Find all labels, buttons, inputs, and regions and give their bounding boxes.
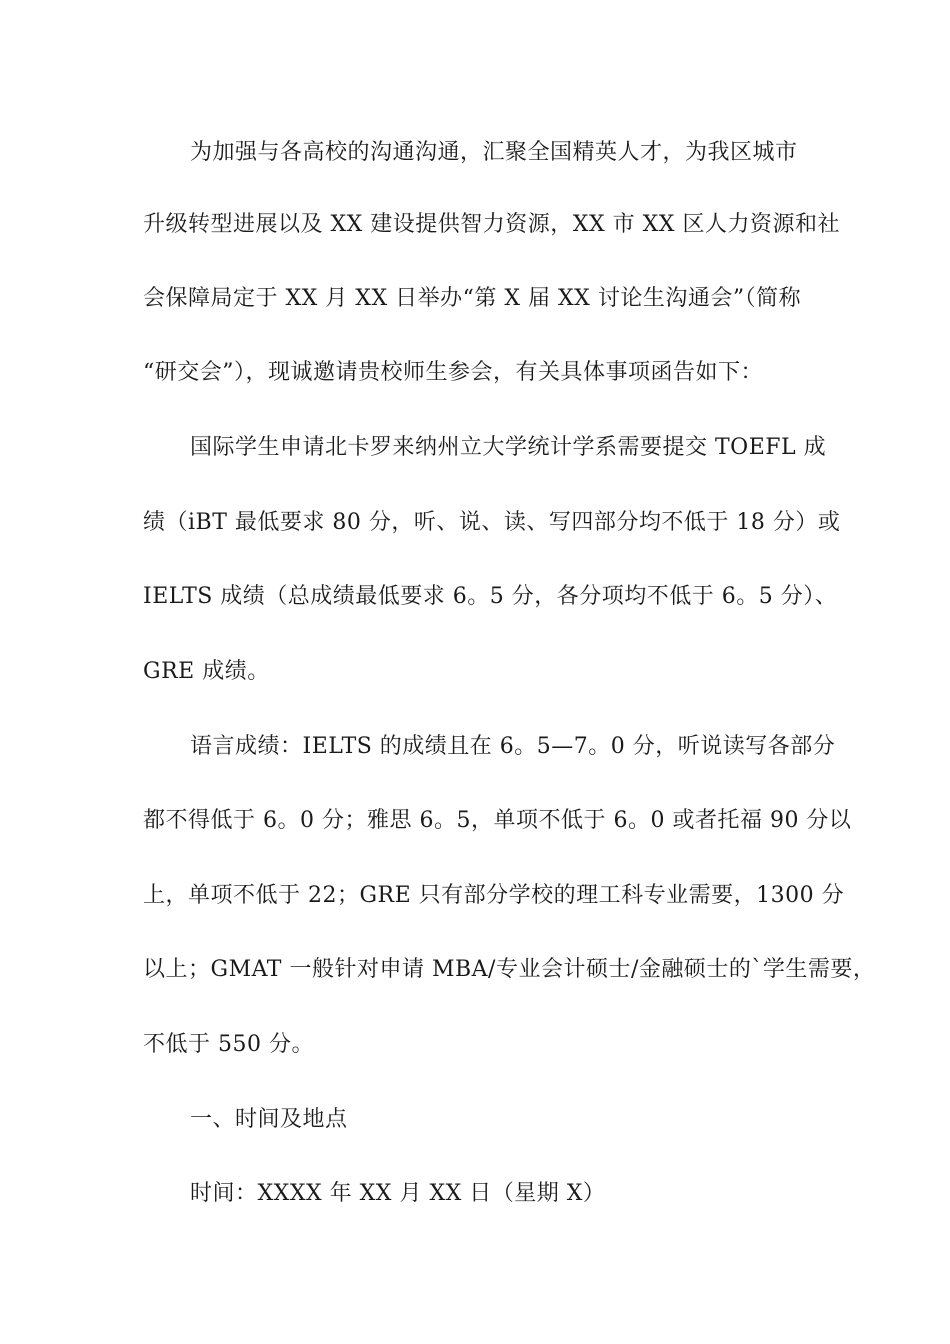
paragraph-3-line-2: 都不得低于 6。0 分；雅思 6。5，单项不低于 6。0 或者托福 90 分以 xyxy=(143,808,852,833)
paragraph-2-line-2: 绩（iBT 最低要求 80 分，听、说、读、写四部分均不低于 18 分）或 xyxy=(143,510,841,535)
paragraph-2-line-3: IELTS 成绩（总成绩最低要求 6。5 分，各分项均不低于 6。5 分）、 xyxy=(143,584,838,609)
paragraph-3-line-1: 语言成绩：IELTS 的成绩且在 6。5—7。0 分，听说读写各部分 xyxy=(190,734,836,759)
paragraph-2-line-4: GRE 成绩。 xyxy=(143,659,270,684)
paragraph-2-line-1: 国际学生申请北卡罗来纳州立大学统计学系需要提交 TOEFL 成 xyxy=(190,435,827,460)
time-line: 时间：XXXX 年 XX 月 XX 日（星期 X） xyxy=(190,1181,606,1206)
paragraph-3-line-4: 以上；GMAT 一般针对申请 MBA/专业会计硕士/金融硕士的`学生需要， xyxy=(143,957,876,982)
paragraph-3-line-5: 不低于 550 分。 xyxy=(143,1032,314,1057)
paragraph-1-line-2: 升级转型进展以及 XX 建设提供智力资源，XX 市 XX 区人力资源和社 xyxy=(143,212,840,237)
section-heading-time-location: 一、时间及地点 xyxy=(190,1107,348,1132)
paragraph-1-line-3: 会保障局定于 XX 月 XX 日举办“第 X 届 XX 讨论生沟通会”（简称 xyxy=(143,286,802,311)
paragraph-1-line-1: 为加强与各高校的沟通沟通，汇聚全国精英人才，为我区城市 xyxy=(190,140,798,165)
paragraph-1-line-4: “研交会”），现诚邀请贵校师生参会，有关具体事项函告如下： xyxy=(143,360,763,385)
paragraph-3-line-3: 上，单项不低于 22；GRE 只有部分学校的理工科专业需要，1300 分 xyxy=(143,883,845,908)
